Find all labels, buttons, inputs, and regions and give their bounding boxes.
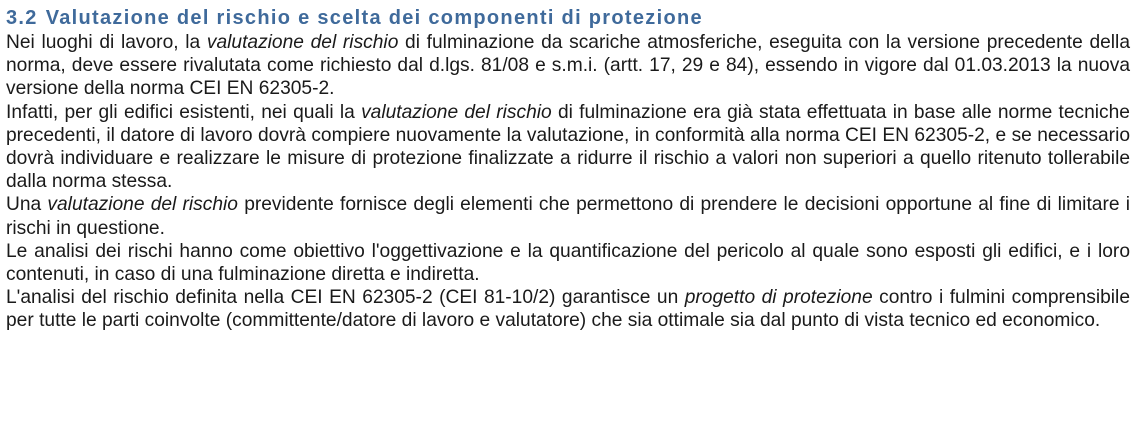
section-title: Valutazione del rischio e scelta dei componenti di protezione xyxy=(45,7,703,29)
paragraph-5 xyxy=(6,286,1130,332)
paragraph-3-text-b: previdente fornisce degli elementi che permettono di prendere le decisioni opportune al fine di limitare i rischi in questione. xyxy=(6,194,1130,239)
section-heading xyxy=(6,6,1130,31)
paragraph-2 xyxy=(6,101,1130,194)
paragraph-5-text-a: L'analisi del rischio definita nella CEI EN 62305-2 (CEI 81-10/2) garantisce un xyxy=(6,287,685,309)
paragraph-5-emphasis: progetto di protezione xyxy=(684,287,873,309)
paragraph-1 xyxy=(6,31,1130,101)
paragraph-4 xyxy=(6,240,1130,286)
paragraph-2-emphasis: valutazione del rischio xyxy=(361,101,552,123)
paragraph-4-text: Le analisi dei rischi hanno come obiettivo l'oggettivazione e la quantificazione del pericolo al quale sono esposti gli edifici, e i loro contenuti, in caso di una fulminazione diretta e indiretta. xyxy=(6,240,1130,286)
paragraph-1-text-b: di fulminazione da scariche atmosferiche, eseguita con la versione precedente della norma, deve essere rivalutata come richiesto dal d.lgs. 81/08 e s.m.i. (artt. 17, 29 e 84), essendo in vigore dal 01.03.2013 la nuova versione della norma CEI EN 62305-2. xyxy=(6,32,1130,100)
paragraph-1-text-a: Nei luoghi di lavoro, la xyxy=(6,32,207,53)
document-page xyxy=(6,6,1130,333)
paragraph-2-text-b: di fulminazione era già stata effettuata in base alle norme tecniche precedenti, il datore di lavoro dovrà compiere nuovamente la valutazione, in conformità alla norma CEI EN 62305-2, e se necessario dovrà individuare e realizzare le misure di protezione finalizzate a ridurre il rischio a valori non superiori a quello ritenuto tollerabile dalla norma stessa. xyxy=(6,101,1130,193)
paragraph-3-emphasis: valutazione del rischio xyxy=(47,194,238,216)
section-number: 3.2 xyxy=(6,7,38,29)
paragraph-3-text-a: Una xyxy=(6,194,48,216)
paragraph-5-text-b: contro i fulmini comprensibile per tutte le parti coinvolte (committente/datore di lavoro e valutatore) che sia ottimale sia dal punto di vista tecnico ed economico. xyxy=(6,287,1130,332)
paragraph-1-emphasis: valutazione del rischio xyxy=(206,32,399,53)
paragraph-2-text-a: Infatti, per gli edifici esistenti, nei quali la xyxy=(6,101,362,123)
paragraph-3 xyxy=(6,193,1130,239)
